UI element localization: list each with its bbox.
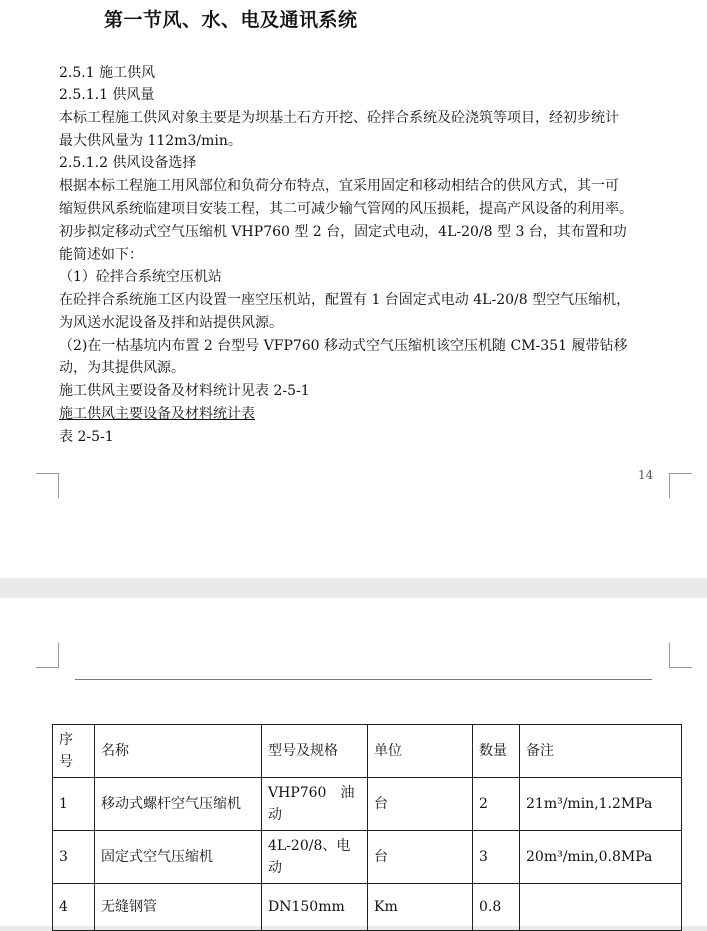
- header-rule: [75, 679, 652, 680]
- cell-model: DN150mm: [262, 884, 368, 931]
- paragraph-line: 施工供风主要设备及材料统计见表 2-5-1: [59, 383, 310, 399]
- page-number: 14: [638, 468, 654, 482]
- cell-no: 4: [53, 884, 95, 931]
- page-2: [0, 598, 707, 926]
- corner-mark: [669, 643, 692, 668]
- table-row: [53, 778, 682, 831]
- list-item-title: （1）砼拌合系统空压机站: [59, 269, 222, 285]
- paragraph-line: 本标工程施工供风对象主要是为坝基土石方开挖、砼拌合系统及砼浇筑等项目，经初步统计: [59, 110, 619, 126]
- table-row: [53, 831, 682, 884]
- header-cell: 型号及规格: [262, 725, 368, 778]
- subsection-title: 2.5.1.2 供风设备选择: [59, 155, 197, 171]
- paragraph-line: 初步拟定移动式空气压缩机 VHP760 型 2 台，固定式电动，4L-20/8 型 3 台，其布置和功: [59, 224, 627, 240]
- paragraph-line: 最大供风量为 112m3/min。: [59, 133, 242, 149]
- cell-model: 4L-20/8、电动: [262, 831, 368, 884]
- paragraph-line: 在砼拌合系统施工区内设置一座空压机站，配置有 1 台固定式电动 4L-20/8 型空气压缩机，: [59, 292, 631, 308]
- corner-mark: [36, 643, 59, 668]
- cell-no: 3: [53, 831, 95, 884]
- cell-note: [520, 884, 682, 931]
- header-cell: 数量: [473, 725, 520, 778]
- cell-unit: 台: [368, 778, 473, 831]
- cell-name: 固定式空气压缩机: [95, 831, 262, 884]
- equipment-table: [52, 724, 682, 931]
- cell-note: 21m³/min,1.2MPa: [520, 778, 682, 831]
- corner-mark: [669, 473, 692, 498]
- table-number: 表 2-5-1: [59, 429, 114, 445]
- paragraph-line: 能简述如下：: [59, 247, 143, 263]
- header-cell: 单位: [368, 725, 473, 778]
- paragraph-line: 动，为其提供风源。: [59, 360, 185, 376]
- cell-model: VHP760 油动: [262, 778, 368, 831]
- table-row: [53, 884, 682, 931]
- table-header-row: [53, 725, 682, 778]
- paragraph-line: 根据本标工程施工用风部位和负荷分布特点，宜采用固定和移动相结合的供风方式，其一可: [59, 178, 619, 194]
- paragraph-line: 缩短供风系统临建项目安装工程，其二可减少输气管网的风压损耗，提高产风设备的利用率。: [59, 201, 633, 217]
- section-heading: 第一节风、水、电及通讯系统: [104, 9, 358, 31]
- paragraph-line: （2)在一枯基坑内布置 2 台型号 VFP760 移动式空气压缩机该空压机随 CM-351 履带钻移: [59, 338, 628, 354]
- cell-unit: 台: [368, 831, 473, 884]
- cell-qty: 0.8: [473, 884, 520, 931]
- paragraph-line: 为风送水泥设备及拌和站提供风源。: [59, 315, 283, 331]
- cell-unit: Km: [368, 884, 473, 931]
- cell-qty: 3: [473, 831, 520, 884]
- table-caption: 施工供风主要设备及材料统计表: [59, 406, 255, 422]
- cell-note: 20m³/min,0.8MPa: [520, 831, 682, 884]
- cell-qty: 2: [473, 778, 520, 831]
- header-cell: 备注: [520, 725, 682, 778]
- header-cell: 名称: [95, 725, 262, 778]
- header-cell: 序号: [53, 725, 95, 778]
- cell-name: 无缝钢管: [95, 884, 262, 931]
- cell-no: 1: [53, 778, 95, 831]
- subsection-title: 2.5.1.1 供风量: [59, 87, 155, 103]
- corner-mark: [36, 473, 59, 498]
- cell-name: 移动式螺杆空气压缩机: [95, 778, 262, 831]
- subsection-title: 2.5.1 施工供风: [59, 65, 156, 81]
